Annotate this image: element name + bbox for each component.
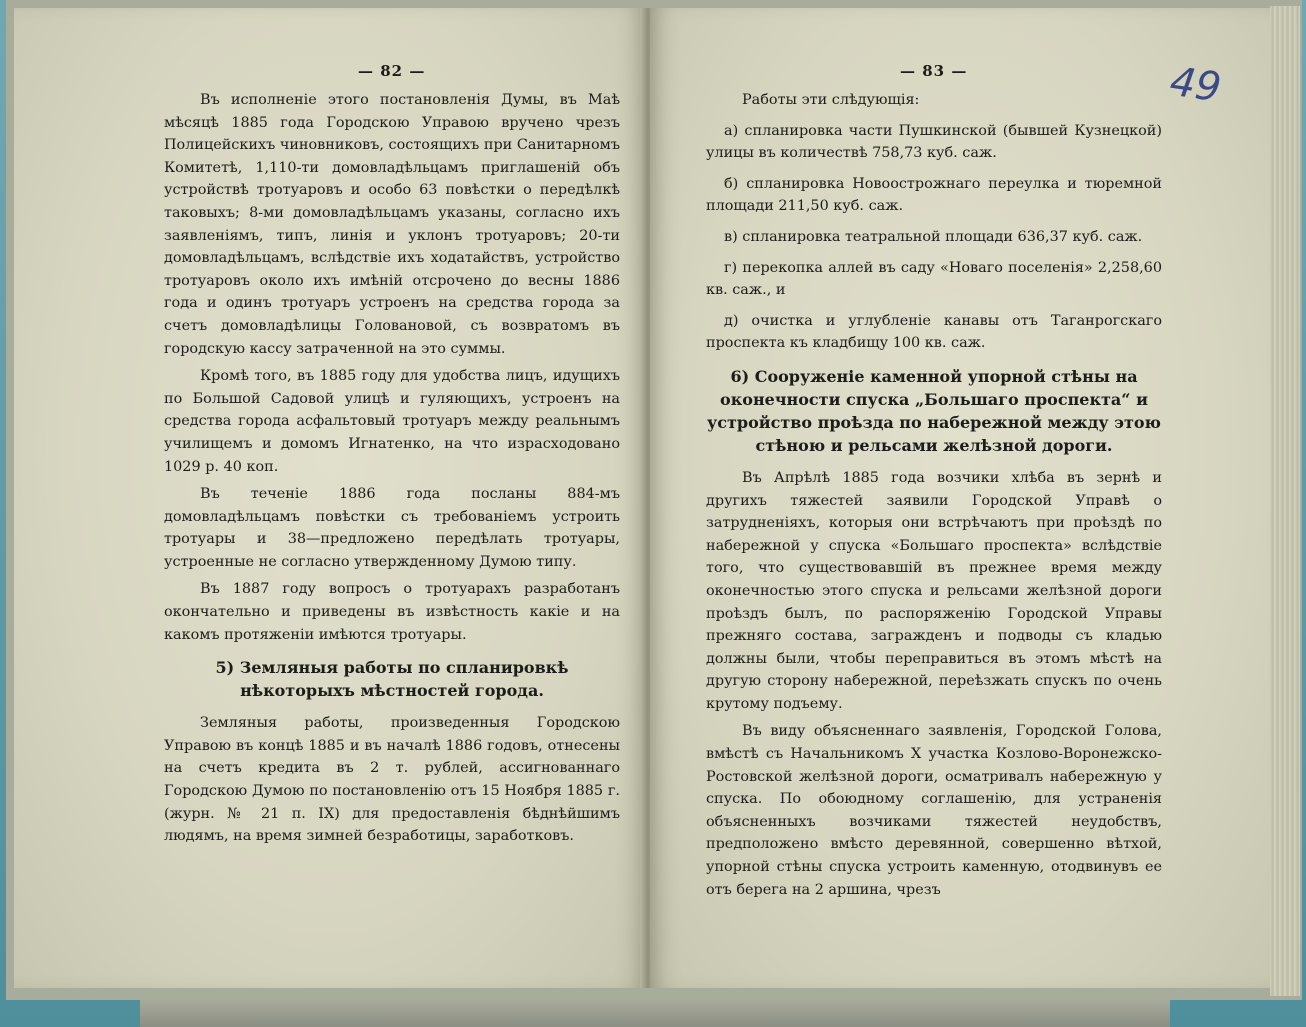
left-section-heading: 5) Земляныя работы по спланировкѣ нѣкоторыхъ мѣстностей города.	[215, 658, 569, 701]
left-paragraph-2: Кромѣ того, въ 1885 году для удобства лицъ, идущихъ по Большой Садовой улицѣ и гуляющихъ, устроенъ на средства города асфальтовый тротуаръ между реальнымъ училищемъ и домомъ Игнатенко, на что израсходовано 1029 р. 40 коп.	[164, 368, 620, 475]
right-page	[650, 8, 1270, 988]
left-paragraph-1: Въ исполненіе этого постановленія Думы, въ Маѣ мѣсяцѣ 1885 года Городскою Управою вручено чрезъ Полицейскихъ чиновниковъ, состоящихъ при Санитарномъ Комитетѣ, 1,110-ти домовладѣльцамъ приглашеній объ устройствѣ тротуаровъ и особо 63 повѣстки о передѣлкѣ таковыхъ; 8-ми домовладѣльцамъ указаны, согласно ихъ заявленіямъ, типъ, линія и уклонъ тротуаровъ; 20-ти домовладѣльцамъ, вслѣдствіе ихъ ходатайствъ, устройство тротуаровъ около ихъ имѣній отсрочено до весны 1886 года и одинъ тротуаръ устроенъ на средства города за счетъ домовладѣлицы Головановой, съ возвратомъ въ городскую кассу затраченной на это суммы.	[164, 92, 620, 357]
page-fore-edge	[1270, 6, 1300, 996]
right-intro: Работы эти слѣдующія:	[742, 92, 920, 108]
right-list-item-a: а) спланировка части Пушкинской (бывшей Кузнецкой) улицы въ количествѣ 758,73 куб. саж.	[706, 122, 1162, 162]
handwritten-folio-number: 49	[1167, 58, 1224, 112]
right-paragraph-2: Въ виду объясненнаго заявленія, Городской Голова, вмѣстѣ съ Начальникомъ X участка Козлово-Воронежско-Ростовской желѣзной дороги, осматривалъ набережную у спуска. По обоюдному соглашенію, для устраненія объясненныхъ возчиками тяжестей неудобствъ, предположено вмѣсто деревянной, совершенно вѣтхой, упорной стѣны спуска устроить каменную, отодвинувъ ее отъ берега на 2 аршина, чрезъ	[706, 723, 1162, 898]
right-paragraph-1: Въ Апрѣлѣ 1885 года возчики хлѣба въ зернѣ и другихъ тяжестей заявили Городской Управѣ о затрудненіяхъ, которыя они встрѣчаютъ при проѣздѣ по набережной у спуска «Большаго проспекта» вслѣдствіе того, что существовавшій въ прежнее время между оконечностью этого спуска и рельсами желѣзной дороги проѣздъ былъ, по распоряженію Городской Управы прежняго состава, загражденъ и подводы съ кладью должны были, чтобы переправиться въ этомъ мѣстѣ на другую сторону набережной, переѣзжать спускъ по очень крутому подъему.	[706, 469, 1162, 712]
left-paragraph-3: Въ теченіе 1886 года посланы 884-мъ домовладѣльцамъ повѣстки съ требованіемъ устроить тротуары и 38—предложено передѣлать тротуары, устроенные не согласно утвержденному Думою типу.	[164, 486, 620, 570]
right-list-item-b: б) спланировка Новоострожнаго переулка и тюремной площади 211,50 куб. саж.	[706, 175, 1162, 215]
right-section-heading: 6) Сооруженіе каменной упорной стѣны на оконечности спуска „Большаго проспекта“ и устройство проѣзда по набережной между этою стѣною и рельсами желѣзной дороги.	[707, 366, 1161, 455]
left-page-text	[164, 89, 620, 853]
right-list-item-c: в) спланировка театральной площади 636,37 куб. саж.	[724, 228, 1143, 245]
right-list-item-d: г) перекопка аллей въ саду «Новаго поселенія» 2,258,60 кв. саж., и	[706, 259, 1162, 299]
left-paragraph-4: Въ 1887 году вопросъ о тротуарахъ разработанъ окончательно и приведены въ извѣстность какіе и на какомъ протяженіи имѣются тротуары.	[164, 581, 620, 643]
right-page-number: — 83 —	[900, 62, 968, 80]
left-page-number: — 82 —	[358, 62, 426, 80]
right-page-text	[706, 89, 1162, 906]
left-paragraph-5: Земляныя работы, произведенныя Городскою Управою въ концѣ 1885 и въ началѣ 1886 годовъ, отнесены на счетъ кредита въ 2 т. рублей, ассигнованнаго Городскою Думою по постановленію отъ 15 Ноября 1885 г. (журн. № 21 п. IX) для предоставленія бѣднѣйшимъ людямъ, на время зимней безработицы, заработковъ.	[164, 715, 620, 845]
right-list-item-e: д) очистка и углубленіе канавы отъ Таганрогскаго проспекта къ кладбищу 100 кв. саж.	[706, 312, 1162, 352]
left-page	[14, 8, 646, 988]
